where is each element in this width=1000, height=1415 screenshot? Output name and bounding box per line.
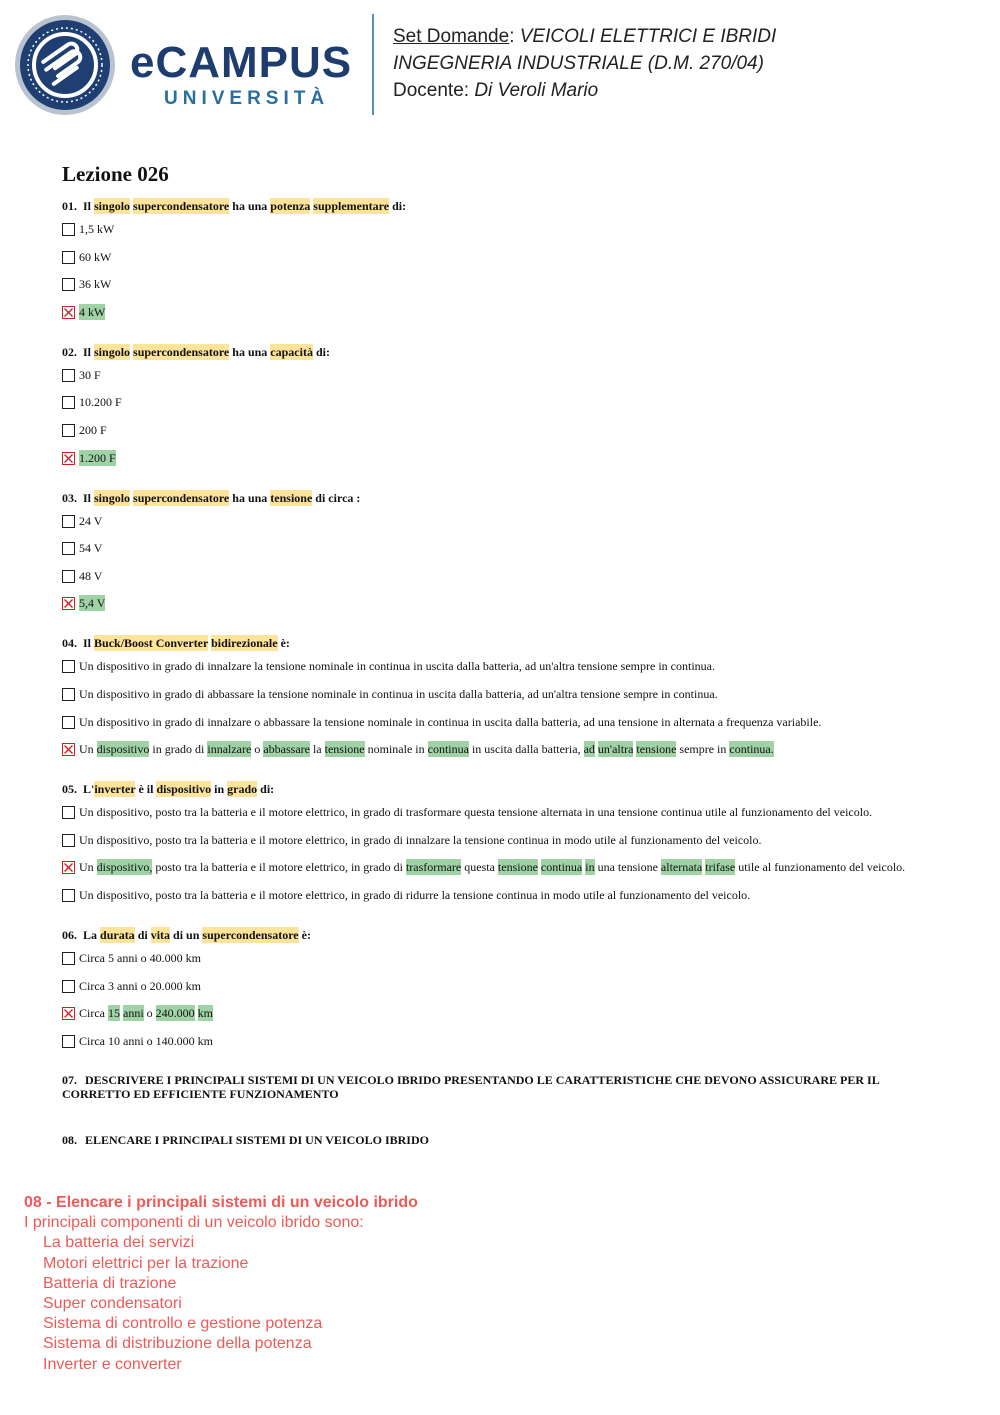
- question-block: [62, 344, 942, 466]
- ecampus-seal-logo: [14, 14, 116, 116]
- checked-checkbox[interactable]: [62, 1007, 75, 1020]
- text-segment: Circa: [79, 1006, 108, 1021]
- note-list: [24, 1233, 418, 1374]
- highlighted-text: abbassare: [263, 742, 310, 757]
- note-list-item: Sistema di distribuzione della potenza: [43, 1335, 312, 1353]
- text-segment: Il: [83, 344, 95, 359]
- text-segment: Un: [79, 860, 97, 875]
- answer-option: [62, 888, 942, 903]
- highlighted-text: supercondensatore: [133, 344, 230, 359]
- answer-text: [79, 395, 122, 410]
- course-title: VEICOLI ELETTRICI E IBRIDI: [519, 26, 777, 47]
- checked-checkbox[interactable]: [62, 597, 75, 610]
- answer-option: [62, 833, 942, 848]
- highlighted-text: inverter: [94, 782, 136, 797]
- text-segment: 54 V: [79, 541, 103, 556]
- answer-text: [79, 951, 201, 966]
- checkbox[interactable]: [62, 806, 75, 819]
- text-segment: 1,5 kW: [79, 222, 115, 236]
- x-mark-icon: [63, 744, 74, 755]
- answer-text: [79, 687, 718, 702]
- document-header: [0, 0, 1000, 125]
- answer-option: [62, 222, 942, 237]
- highlighted-text: tensione: [270, 490, 313, 505]
- text-segment: nominale in: [364, 742, 428, 757]
- checkbox[interactable]: [62, 716, 75, 729]
- question-block: [62, 635, 942, 757]
- checkbox[interactable]: [62, 542, 75, 555]
- highlighted-text: in: [585, 860, 595, 875]
- highlighted-text: trasformare: [405, 860, 462, 875]
- answer-text: [79, 715, 821, 730]
- text-segment: 60 kW: [79, 249, 112, 264]
- text-segment: sempre in: [676, 742, 730, 757]
- highlighted-text: un'altra: [597, 742, 634, 757]
- text-segment: la: [309, 742, 325, 757]
- text-segment: Circa 10 anni o 140.000 km: [79, 1033, 213, 1048]
- answer-text: [79, 569, 102, 584]
- text-segment: La: [83, 927, 101, 942]
- text-segment: di un: [170, 927, 203, 942]
- answer-option: [62, 1006, 942, 1021]
- highlighted-text: trifase: [705, 860, 736, 875]
- text-segment: utile al funzionamento del veicolo.: [735, 860, 906, 875]
- question-number: 07.: [62, 1072, 77, 1087]
- note-list-item: Super condensatori: [43, 1295, 182, 1313]
- answer-text: [79, 1034, 213, 1049]
- text-segment: 10.200 F: [79, 395, 122, 410]
- highlighted-text: supercondensatore: [133, 199, 230, 213]
- checkbox[interactable]: [62, 834, 75, 847]
- highlighted-text: singolo: [94, 344, 131, 359]
- question-block: [62, 781, 942, 903]
- note-list-item: La batteria dei servizi: [43, 1234, 195, 1252]
- answer-option: [62, 687, 942, 702]
- teacher-label: Docente:: [393, 80, 470, 101]
- highlighted-text: km: [197, 1006, 214, 1021]
- text-segment: ha una: [229, 199, 271, 213]
- checkbox[interactable]: [62, 278, 75, 291]
- checkbox[interactable]: [62, 952, 75, 965]
- answer-option: [62, 569, 942, 584]
- answer-option: [62, 305, 942, 320]
- checkbox[interactable]: [62, 424, 75, 437]
- question-prompt: [62, 781, 942, 797]
- note-list-item: Batteria di trazione: [43, 1274, 177, 1292]
- text-segment: in grado di: [149, 742, 208, 757]
- text-segment: Un: [79, 742, 97, 757]
- answer-option: [62, 860, 942, 875]
- teacher-line: [393, 77, 776, 104]
- answer-text: [79, 742, 774, 757]
- open-question: [62, 1073, 942, 1101]
- highlighted-text: potenza: [270, 199, 311, 213]
- text-segment: Un dispositivo in grado di innalzare o abbassare la tensione nominale in continua in uscita dalla batteria, ad una tensione in alternata a frequenza variabile.: [79, 714, 822, 729]
- open-question-list: [62, 1073, 942, 1147]
- text-segment: in uscita dalla batteria,: [468, 742, 584, 757]
- course-title-line: Set Domande: VEICOLI ELETTRICI E IBRIDI: [393, 26, 777, 47]
- checked-checkbox[interactable]: [62, 452, 75, 465]
- question-prompt: [62, 344, 942, 360]
- highlighted-text: innalzare: [207, 742, 252, 757]
- answer-option: [62, 715, 942, 730]
- text-segment: Un dispositivo, posto tra la batteria e il motore elettrico, in grado di trasformare questa tensione alternata in una tensione continua utile al funzionamento del veicolo.: [79, 805, 873, 820]
- x-mark-icon: [63, 307, 74, 318]
- text-segment: Un dispositivo, posto tra la batteria e il motore elettrico, in grado di innalzare la tensione continua in modo utile al funzionamento del veicolo.: [79, 832, 762, 847]
- text-segment: Circa 5 anni o 40.000 km: [79, 950, 201, 965]
- text-segment: o: [251, 742, 264, 757]
- highlighted-text: durata: [100, 927, 135, 942]
- answer-option: [62, 423, 942, 438]
- text-segment: 36 kW: [79, 277, 112, 292]
- highlighted-text: grado: [227, 782, 258, 797]
- checked-checkbox[interactable]: [62, 743, 75, 756]
- highlighted-text: continua: [427, 742, 469, 757]
- highlighted-text: bidirezionale: [211, 636, 278, 651]
- answer-text: [79, 541, 102, 556]
- answer-option: [62, 541, 942, 556]
- question-prompt: [62, 198, 942, 214]
- set-label: Set Domande: [393, 26, 510, 47]
- checkbox[interactable]: [62, 515, 75, 528]
- highlighted-text: supercondensatore: [202, 927, 299, 942]
- highlighted-text: supplementare: [313, 199, 390, 213]
- checkbox[interactable]: [62, 251, 75, 264]
- checkbox[interactable]: [62, 570, 75, 583]
- answer-option: [62, 250, 942, 265]
- course-program-line: [393, 50, 776, 77]
- question-block: [62, 198, 942, 320]
- header-divider: [372, 14, 374, 115]
- text-segment: Il: [83, 636, 95, 651]
- answer-text: [79, 833, 761, 848]
- answer-text: [79, 596, 105, 611]
- text-segment: ha una: [229, 490, 271, 505]
- text-segment: di:: [312, 344, 330, 359]
- answer-option: [62, 979, 942, 994]
- answer-text: [79, 250, 111, 265]
- highlighted-text: 240.000: [155, 1006, 195, 1021]
- highlighted-text: ad: [583, 742, 595, 757]
- text-segment: è il: [135, 782, 157, 797]
- checkbox[interactable]: [62, 369, 75, 382]
- answer-option: [62, 514, 942, 529]
- answer-text: [79, 277, 111, 292]
- highlighted-text: vita: [150, 927, 171, 942]
- text-segment: o: [143, 1006, 156, 1021]
- x-mark-icon: [63, 1008, 74, 1019]
- question-prompt: [62, 635, 942, 651]
- text-segment: L': [83, 782, 95, 797]
- answer-text: [79, 305, 105, 320]
- text-segment: di circa :: [312, 490, 361, 505]
- text-segment: 200 F: [79, 422, 107, 437]
- question-prompt: [62, 490, 942, 506]
- text-segment: Il: [83, 199, 95, 213]
- highlighted-text: capacità: [270, 344, 313, 359]
- highlighted-text: alternata: [660, 860, 703, 875]
- text-segment: Circa 3 anni o 20.000 km: [79, 978, 201, 993]
- answer-option: [62, 395, 942, 410]
- text-segment: è:: [298, 927, 311, 942]
- checked-checkbox[interactable]: [62, 861, 75, 874]
- checkbox[interactable]: [62, 980, 75, 993]
- question-block: [62, 490, 942, 612]
- checkbox[interactable]: [62, 688, 75, 701]
- note-list-item: Motori elettrici per la trazione: [43, 1254, 249, 1272]
- brand-name: eCAMPUS: [130, 38, 353, 87]
- question-block: [62, 927, 942, 1049]
- question-number: 06.: [62, 927, 77, 942]
- brand-subtitle: UNIVERSITÀ: [164, 88, 330, 109]
- text-segment: Un dispositivo in grado di abbassare la tensione nominale in continua in uscita dalla batteria, ad un'altra tensione sempre in continua.: [79, 686, 718, 701]
- highlighted-text: anni: [123, 1006, 144, 1021]
- course-program: INGEGNERIA INDUSTRIALE (D.M. 270/04): [393, 53, 764, 74]
- question-prompt: [62, 927, 942, 943]
- answer-option: [62, 805, 942, 820]
- question-number: 01.: [62, 199, 77, 213]
- text-segment: di: [134, 927, 151, 942]
- text-segment: una tensione: [594, 860, 661, 875]
- checkbox[interactable]: [62, 1035, 75, 1048]
- highlighted-text: Buck/Boost Converter: [94, 636, 209, 651]
- ecampus-wordmark: [130, 40, 352, 110]
- answer-text: [79, 222, 114, 237]
- text-segment: è:: [277, 636, 290, 651]
- answer-option: [62, 368, 942, 383]
- teacher-name: Di Veroli Mario: [474, 80, 599, 101]
- text-segment: ha una: [229, 344, 271, 359]
- highlighted-text: 5,4 V: [79, 596, 106, 611]
- answer-option: [62, 659, 942, 674]
- course-info: [393, 23, 776, 104]
- text-segment: Un dispositivo, posto tra la batteria e il motore elettrico, in grado di ridurre la tensione continua in modo utile al funzionamento del veicolo.: [79, 887, 751, 902]
- question-number: 04.: [62, 636, 77, 651]
- answer-text: [79, 514, 102, 529]
- answer-option: [62, 596, 942, 611]
- checked-checkbox[interactable]: [62, 306, 75, 319]
- checkbox[interactable]: [62, 889, 75, 902]
- highlighted-text: tensione: [636, 742, 677, 757]
- answer-option: [62, 951, 942, 966]
- highlighted-text: singolo: [94, 490, 131, 505]
- text-segment: Un dispositivo in grado di innalzare la tensione nominale in continua in uscita dalla batteria, ad un'altra tensione sempre in continua.: [79, 659, 715, 674]
- answer-note: [24, 1193, 418, 1375]
- answer-text: [79, 423, 107, 438]
- open-question-text: DESCRIVERE I PRINCIPALI SISTEMI DI UN VEICOLO IBRIDO PRESENTANDO LE CARATTERISTICHE CHE DEVONO ASSICURARE PER IL CORRETTO ED EFFICIENTE FUNZIONAMENTO: [62, 1072, 880, 1101]
- lesson-title: Lezione 026: [62, 162, 169, 186]
- question-number: 08.: [62, 1132, 77, 1147]
- highlighted-text: 15: [108, 1006, 120, 1021]
- text-segment: 24 V: [79, 513, 103, 528]
- x-mark-icon: [63, 862, 74, 873]
- answer-text: [79, 888, 750, 903]
- answer-option: [62, 1034, 942, 1049]
- open-question: [62, 1133, 942, 1147]
- answer-text: [79, 979, 201, 994]
- question-number: 05.: [62, 782, 77, 797]
- note-title: 08 - Elencare i principali sistemi di un veicolo ibrido: [24, 1194, 418, 1211]
- question-number: 03.: [62, 490, 77, 505]
- answer-text: [79, 659, 715, 674]
- answer-text: [79, 368, 101, 383]
- open-question-text: ELENCARE I PRINCIPALI SISTEMI DI UN VEICOLO IBRIDO: [85, 1132, 429, 1147]
- x-mark-icon: [63, 598, 74, 609]
- checkbox[interactable]: [62, 223, 75, 236]
- highlighted-text: supercondensatore: [133, 490, 230, 505]
- highlighted-text: tensione: [497, 860, 538, 875]
- answer-text: [79, 805, 872, 820]
- highlighted-text: singolo: [94, 199, 131, 213]
- highlighted-text: dispositivo,: [96, 860, 153, 875]
- highlighted-text: 1.200 F: [79, 450, 116, 465]
- note-intro: I principali componenti di un veicolo ibrido sono:: [24, 1214, 364, 1232]
- checkbox[interactable]: [62, 660, 75, 673]
- answer-text: [79, 1006, 213, 1021]
- text-segment: di:: [257, 782, 275, 797]
- answer-option: [62, 277, 942, 292]
- text-segment: 30 F: [79, 367, 101, 382]
- text-segment: posto tra la batteria e il motore elettrico, in grado di: [152, 860, 406, 875]
- text-segment: in: [211, 782, 228, 797]
- x-mark-icon: [63, 453, 74, 464]
- text-segment: di:: [389, 199, 407, 213]
- highlighted-text: continua: [540, 860, 583, 875]
- text-segment: Il: [83, 490, 95, 505]
- question-set: [62, 162, 942, 1179]
- answer-text: [79, 860, 905, 875]
- highlighted-text: continua.: [729, 742, 774, 757]
- answer-option: [62, 451, 942, 466]
- checkbox[interactable]: [62, 396, 75, 409]
- note-list-item: Sistema di controllo e gestione potenza: [43, 1315, 323, 1333]
- highlighted-text: 4 kW: [79, 304, 106, 319]
- highlighted-text: tensione: [324, 742, 365, 757]
- note-list-item: Inverter e converter: [43, 1355, 182, 1373]
- answer-text: [79, 451, 116, 466]
- question-list: [62, 198, 942, 1049]
- answer-option: [62, 742, 942, 757]
- highlighted-text: dispositivo: [156, 782, 212, 797]
- question-number: 02.: [62, 344, 77, 359]
- highlighted-text: dispositivo: [96, 742, 150, 757]
- text-segment: 48 V: [79, 568, 103, 583]
- text-segment: questa: [461, 860, 498, 875]
